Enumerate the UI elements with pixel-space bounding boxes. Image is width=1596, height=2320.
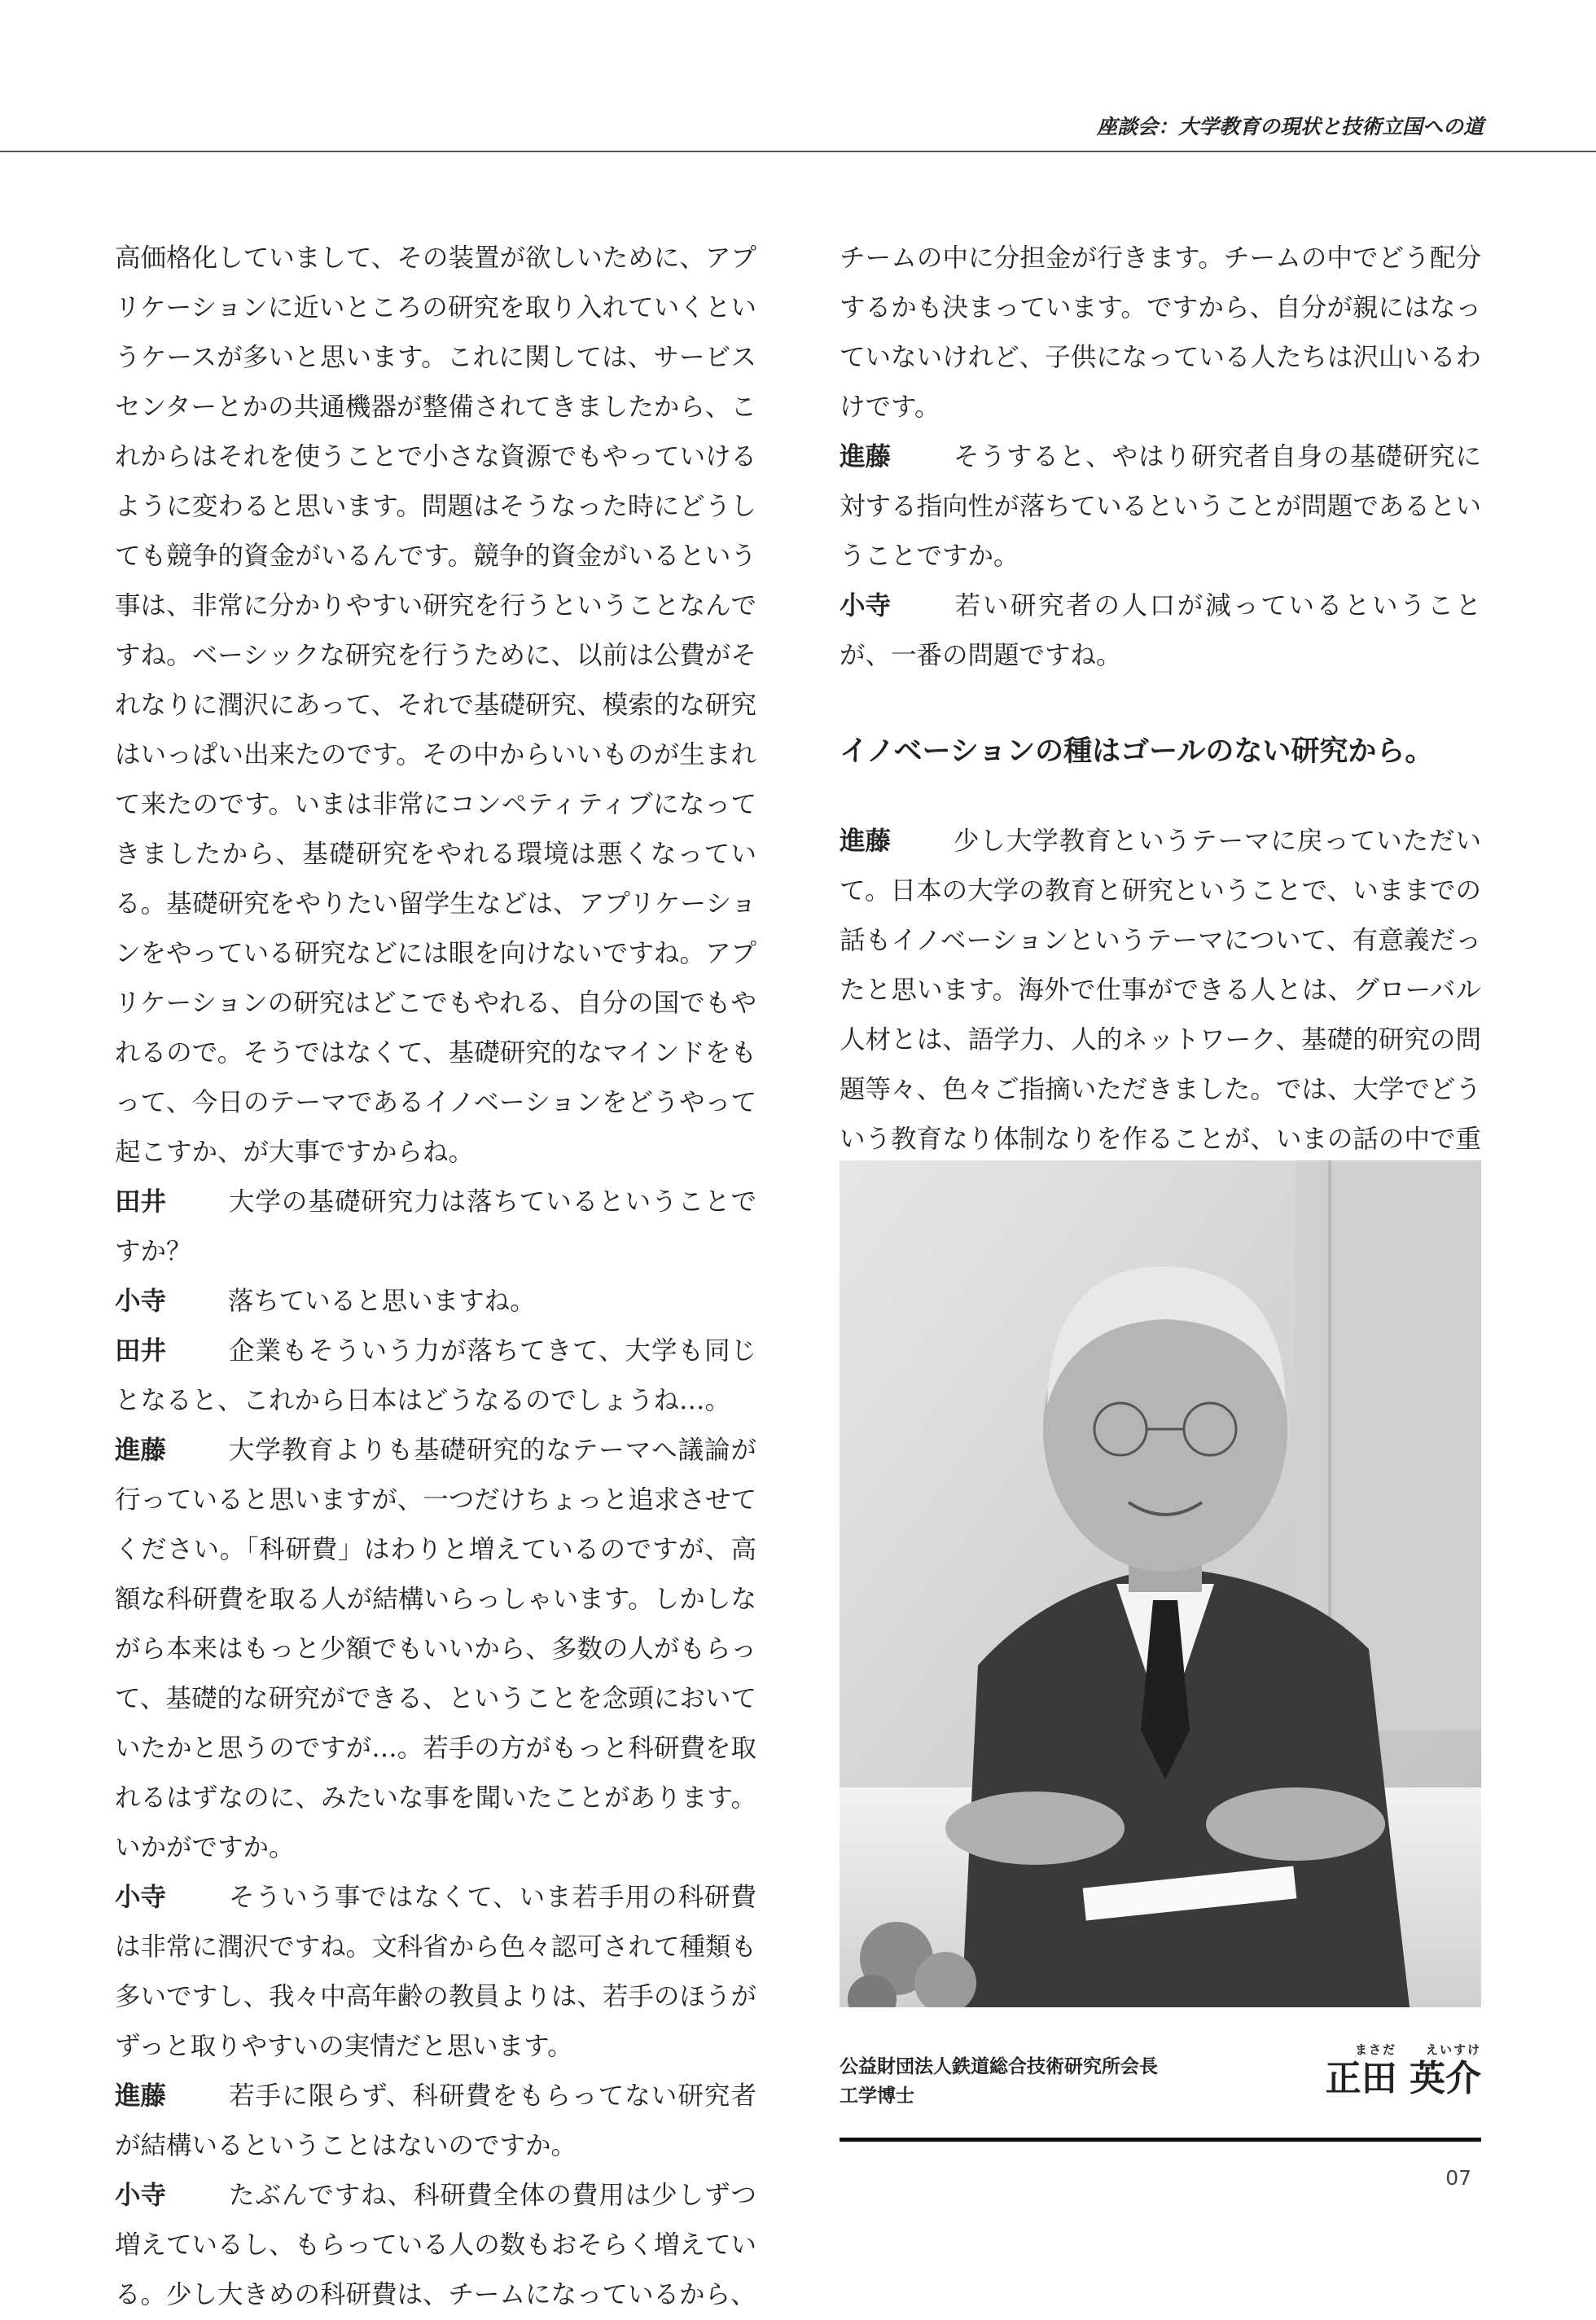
- portrait-photo: [840, 1160, 1481, 2007]
- speaker-name: 田井: [115, 1187, 167, 1217]
- dialogue-text: たぶんですね、科研費全体の費用は少しずつ増えているし、もらっている人の数もおそらく増えている。少し大きめの科研費は、チームになっているから、: [115, 2181, 756, 2309]
- paragraph-text: 高価格化していまして、その装置が欲しいために、アプリケーションに近いところの研究を取り入れていくというケースが多いと思います。これに関しては、サービスセンターとかの共通機器が整備されてきましたから、これからはそれを使うことで小さな資源でもやっていけるように変わると思います。問題はそうなった時にどうしても競争的資金がいるんです。競争的資金がいるという事は、非常に分かりやすい研究を行うということなんですね。ベーシックな研究を行うために、以前は公費がそれなりに潤沢にあって、それで基礎研究、模索的な研究はいっぱい出来たのです。その中からいいものが生まれて来たのです。いまは非常にコンペティティブになってきましたから、基礎研究をやれる環境は悪くなっている。基礎研究をやりたい留学生などは、アプリケーションをやっている研究などには眼を向けないですね。アプリケーションの研究はどこでもやれる、自分の国でもやれるので。そうではなくて、基礎研究的なマインドをもって、今日のテーマであるイノベーションをどうやって起こすか、が大事ですからね。: [115, 243, 756, 1167]
- dialogue-line: [115, 1178, 756, 1277]
- dialogue-line: [840, 432, 1481, 581]
- caption-affiliation: [840, 2052, 1158, 2111]
- ruby-given: えいすけ: [1425, 2042, 1481, 2057]
- paragraph: [115, 234, 756, 1178]
- dialogue-text: そういう事ではなくて、いま若手用の科研費は非常に潤沢ですね。文科省から色々認可されて種類も多いですし、我々中高年齢の教員よりは、若手のほうがずっと取りやすいの実情だと思います。: [115, 1883, 756, 2061]
- paragraph: [840, 234, 1481, 432]
- dialogue-line: [115, 1277, 756, 1327]
- dialogue-text: そうすると、やはり研究者自身の基礎研究に対する指向性が落ちているということが問題であるということですか。: [840, 442, 1481, 571]
- name-ruby: [1326, 2041, 1481, 2058]
- speaker-name: 進藤: [840, 442, 892, 471]
- dialogue-text: 大学の基礎研究力は落ちているということですか？: [115, 1187, 756, 1266]
- section-heading: イノベーションの種はゴールのない研究から。: [840, 735, 1434, 768]
- left-column: [115, 234, 756, 2320]
- speaker-name: 進藤: [840, 827, 892, 856]
- dialogue-line: [115, 2171, 756, 2320]
- dialogue-text: 若手に限らず、科研費をもらってない研究者が結構いるということはないのですか。: [115, 2081, 756, 2160]
- caption-degree: 工学博士: [840, 2085, 914, 2107]
- person-name: 正田 英介: [1325, 2058, 1481, 2099]
- ruby-family: まさだ: [1354, 2042, 1396, 2057]
- right-column: [840, 234, 1481, 1264]
- page-number: 07: [1445, 2166, 1471, 2190]
- portrait-illustration: [840, 1160, 1481, 2007]
- speaker-name: 進藤: [115, 2081, 167, 2111]
- speaker-name: 小寺: [115, 1287, 167, 1316]
- speaker-name: 田井: [115, 1336, 167, 1366]
- dialogue-text: 少し大学教育というテーマに戻っていただいて。日本の大学の教育と研究ということで、いままでの話もイノベーションというテーマについて、有意義だったと思います。海外で仕事ができる人とは、グローバル人材とは、語学力、人的ネットワーク、基礎的研究の問題等々、色々ご指摘いただきました。では、大学でどういう教育なり体制なりを作ることが、いまの話の中で重: [840, 827, 1481, 1154]
- speaker-name: 進藤: [115, 1436, 167, 1465]
- speaker-name: 小寺: [115, 2181, 167, 2210]
- dialogue-line: [115, 1327, 756, 1426]
- caption-name-block: [1326, 2041, 1481, 2100]
- speaker-name: 小寺: [840, 591, 892, 621]
- dialogue-line: [115, 1426, 756, 1873]
- dialogue-line: [115, 2072, 756, 2171]
- dialogue-line: [840, 581, 1481, 681]
- dialogue-text: 企業もそういう力が落ちてきて、大学も同じとなると、これから日本はどうなるのでしょうね…。: [115, 1336, 756, 1415]
- speaker-name: 小寺: [115, 1883, 167, 1912]
- dialogue-text: 大学教育よりも基礎研究的なテーマへ議論が行っていると思いますが、一つだけちょっと追求させてください。「科研費」はわりと増えているのですが、高額な科研費を取る人が結構いらっしゃいます。しかしながら本来はもっと少額でもいいから、多数の人がもらって、基礎的な研究ができる、ということを念頭においていたかと思うのですが…。若手の方がもっと科研費を取れるはずなのに、みたいな事を聞いたことがあります。いかがですか。: [115, 1436, 756, 1862]
- caption-organization: 公益財団法人鉄道総合技術研究所会長: [840, 2056, 1158, 2077]
- dialogue-text: 若い研究者の人口が減っているということが、一番の問題ですね。: [840, 591, 1481, 670]
- running-header: 座談会：大学教育の現状と技術立国への道: [1096, 115, 1484, 138]
- paragraph-text: チームの中に分担金が行きます。チームの中でどう配分するかも決まっています。ですから、自分が親にはなっていないけれど、子供になっている人たちは沢山いるわけです。: [840, 243, 1481, 422]
- dialogue-line: [115, 1873, 756, 2072]
- caption-rule: [840, 2138, 1481, 2142]
- header-rule: [0, 151, 1596, 152]
- dialogue-text: 落ちていると思いますね。: [228, 1287, 536, 1316]
